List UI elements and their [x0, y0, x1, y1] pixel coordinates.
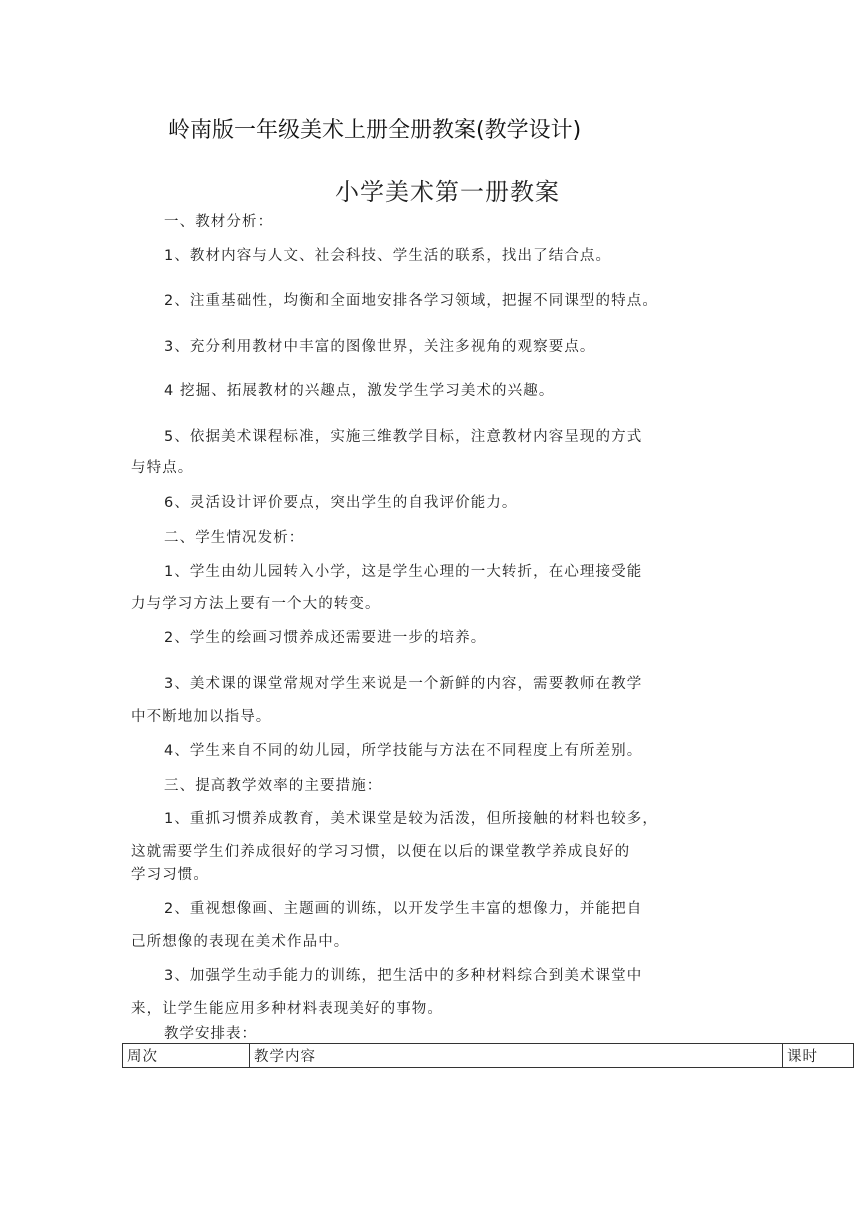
paragraph-continuation: 力与学习方法上要有一个大的转变。 — [131, 596, 381, 612]
column-header-content: 教学内容 — [250, 1044, 783, 1068]
paragraph: 3、美术课的课堂常规对学生来说是一个新鲜的内容，需要教师在教学 — [164, 676, 643, 692]
paragraph: 4 挖掘、拓展教材的兴趣点，激发学生学习美术的兴趣。 — [164, 383, 555, 399]
paragraph: 3、充分利用教材中丰富的图像世界，关注多视角的观察要点。 — [164, 339, 596, 355]
paragraph-continuation: 中不断地加以指导。 — [131, 709, 272, 725]
paragraph: 1、重抓习惯养成教育，美术课堂是较为活泼，但所接触的材料也较多， — [164, 811, 658, 827]
paragraph-continuation: 学习习惯。 — [131, 867, 209, 883]
paragraph: 6、灵活设计评价要点，突出学生的自我评价能力。 — [164, 495, 518, 511]
schedule-label: 教学安排表： — [164, 1026, 257, 1042]
table-header-row — [123, 1044, 854, 1068]
document-subtitle: 小学美术第一册教案 — [335, 178, 560, 206]
paragraph: 2、学生的绘画习惯养成还需要进一步的培养。 — [164, 630, 487, 646]
section-heading-analysis: 一、教材分析： — [164, 214, 274, 230]
paragraph: 1、学生由幼儿园转入小学，这是学生心理的一大转折，在心理接受能 — [164, 564, 643, 580]
section-heading-students: 二、学生情况发析： — [164, 530, 305, 546]
paragraph: 4、学生来自不同的幼儿园，所学技能与方法在不同程度上有所差别。 — [164, 743, 643, 759]
paragraph-continuation: 与特点。 — [131, 460, 194, 476]
paragraph: 1、教材内容与人文、社会科技、学生活的联系，找出了结合点。 — [164, 248, 612, 264]
paragraph: 3、加强学生动手能力的训练，把生活中的多种材料综合到美术课堂中 — [164, 968, 643, 984]
paragraph: 2、重视想像画、主题画的训练，以开发学生丰富的想像力，并能把自 — [164, 901, 643, 917]
paragraph-continuation: 己所想像的表现在美术作品中。 — [131, 934, 350, 950]
column-header-week: 周次 — [123, 1044, 250, 1068]
paragraph: 5、依据美术课程标准，实施三维教学目标，注意教材内容呈现的方式 — [164, 429, 643, 445]
document-title: 岭南版一年级美术上册全册教案(教学设计) — [168, 118, 582, 143]
paragraph-continuation: 这就需要学生们养成很好的学习习惯，以便在以后的课堂教学养成良好的 — [131, 844, 631, 860]
paragraph-continuation: 来，让学生能应用多种材料表现美好的事物。 — [131, 1001, 443, 1017]
column-header-hours: 课时 — [783, 1044, 854, 1068]
paragraph: 2、注重基础性，均衡和全面地安排各学习领域，把握不同课型的特点。 — [164, 293, 658, 309]
section-heading-measures: 三、提高教学效率的主要措施： — [164, 778, 383, 794]
schedule-table — [122, 1043, 854, 1068]
